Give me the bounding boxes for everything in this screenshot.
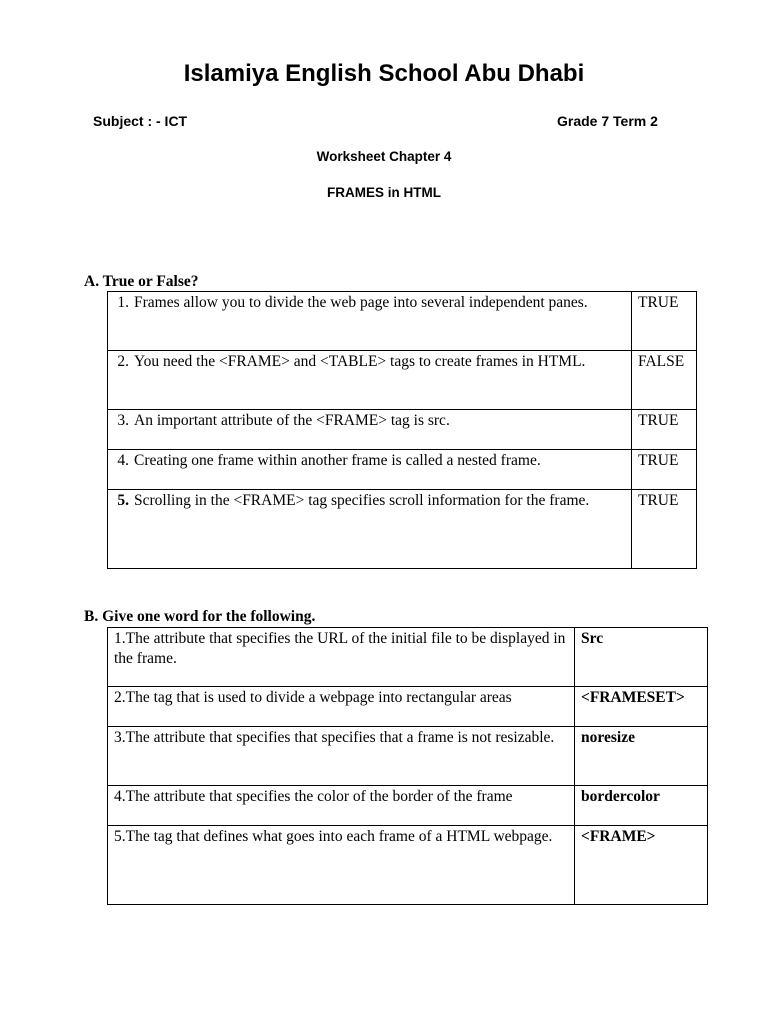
table-row [108, 786, 708, 826]
answer-cell: <FRAME> [575, 826, 708, 905]
true-false-table [107, 291, 697, 569]
question-cell: 1.The attribute that specifies the URL of the initial file to be displayed in the frame. [108, 628, 575, 687]
grade-label: Grade 7 Term 2 [557, 113, 658, 129]
section-b-heading: B. Give one word for the following. [84, 608, 316, 625]
worksheet-title: Worksheet Chapter 4 [316, 149, 452, 164]
one-word-table [107, 627, 708, 905]
question-cell: 5.The tag that defines what goes into each frame of a HTML webpage. [108, 826, 575, 905]
question-cell [108, 450, 632, 490]
table-row [108, 826, 708, 905]
answer-cell: TRUE [632, 450, 697, 490]
table-row [108, 410, 697, 450]
answer-cell: FALSE [632, 351, 697, 410]
question-number: 1. [117, 294, 129, 311]
answer-cell: TRUE [632, 410, 697, 450]
question-cell [108, 490, 632, 569]
table-row [108, 687, 708, 727]
table-row [108, 351, 697, 410]
question-text: You need the <FRAME> and <TABLE> tags to create frames in HTML. [134, 353, 586, 370]
question-cell [108, 351, 632, 410]
answer-cell: Src [575, 628, 708, 687]
question-cell [108, 786, 575, 826]
subject-label: Subject : - ICT [93, 113, 188, 129]
table-row [108, 628, 708, 687]
table-row [108, 727, 708, 786]
question-cell [108, 687, 575, 727]
question-text: Frames allow you to divide the web page into several independent panes. [134, 294, 588, 311]
question-text: Creating one frame within another frame is called a nested frame. [134, 452, 541, 469]
question-number: 5. [117, 492, 129, 509]
table-row [108, 292, 697, 351]
question-number: 3. [117, 412, 129, 429]
school-title: Islamiya English School Abu Dhabi [183, 60, 585, 87]
table-row [108, 490, 697, 569]
question-cell [108, 292, 632, 351]
question-text: 2.The tag that is used to divide a webpage into rectangular areas [114, 689, 512, 706]
question-number: 2. [117, 353, 129, 370]
answer-cell: <FRAMESET> [575, 687, 708, 727]
answer-cell: TRUE [632, 490, 697, 569]
answer-cell: TRUE [632, 292, 697, 351]
answer-cell: noresize [575, 727, 708, 786]
question-number: 4. [117, 452, 129, 469]
question-cell: 3.The attribute that specifies that specifies that a frame is not resizable. [108, 727, 575, 786]
section-a-heading: A. True or False? [84, 273, 199, 290]
question-cell [108, 410, 632, 450]
question-text: Scrolling in the <FRAME> tag specifies scroll information for the frame. [134, 492, 590, 509]
answer-cell: bordercolor [575, 786, 708, 826]
question-text: 4.The attribute that specifies the color of the border of the frame [114, 788, 513, 805]
table-row [108, 450, 697, 490]
question-text: An important attribute of the <FRAME> tag is src. [134, 412, 450, 429]
topic-title: FRAMES in HTML [327, 185, 441, 200]
